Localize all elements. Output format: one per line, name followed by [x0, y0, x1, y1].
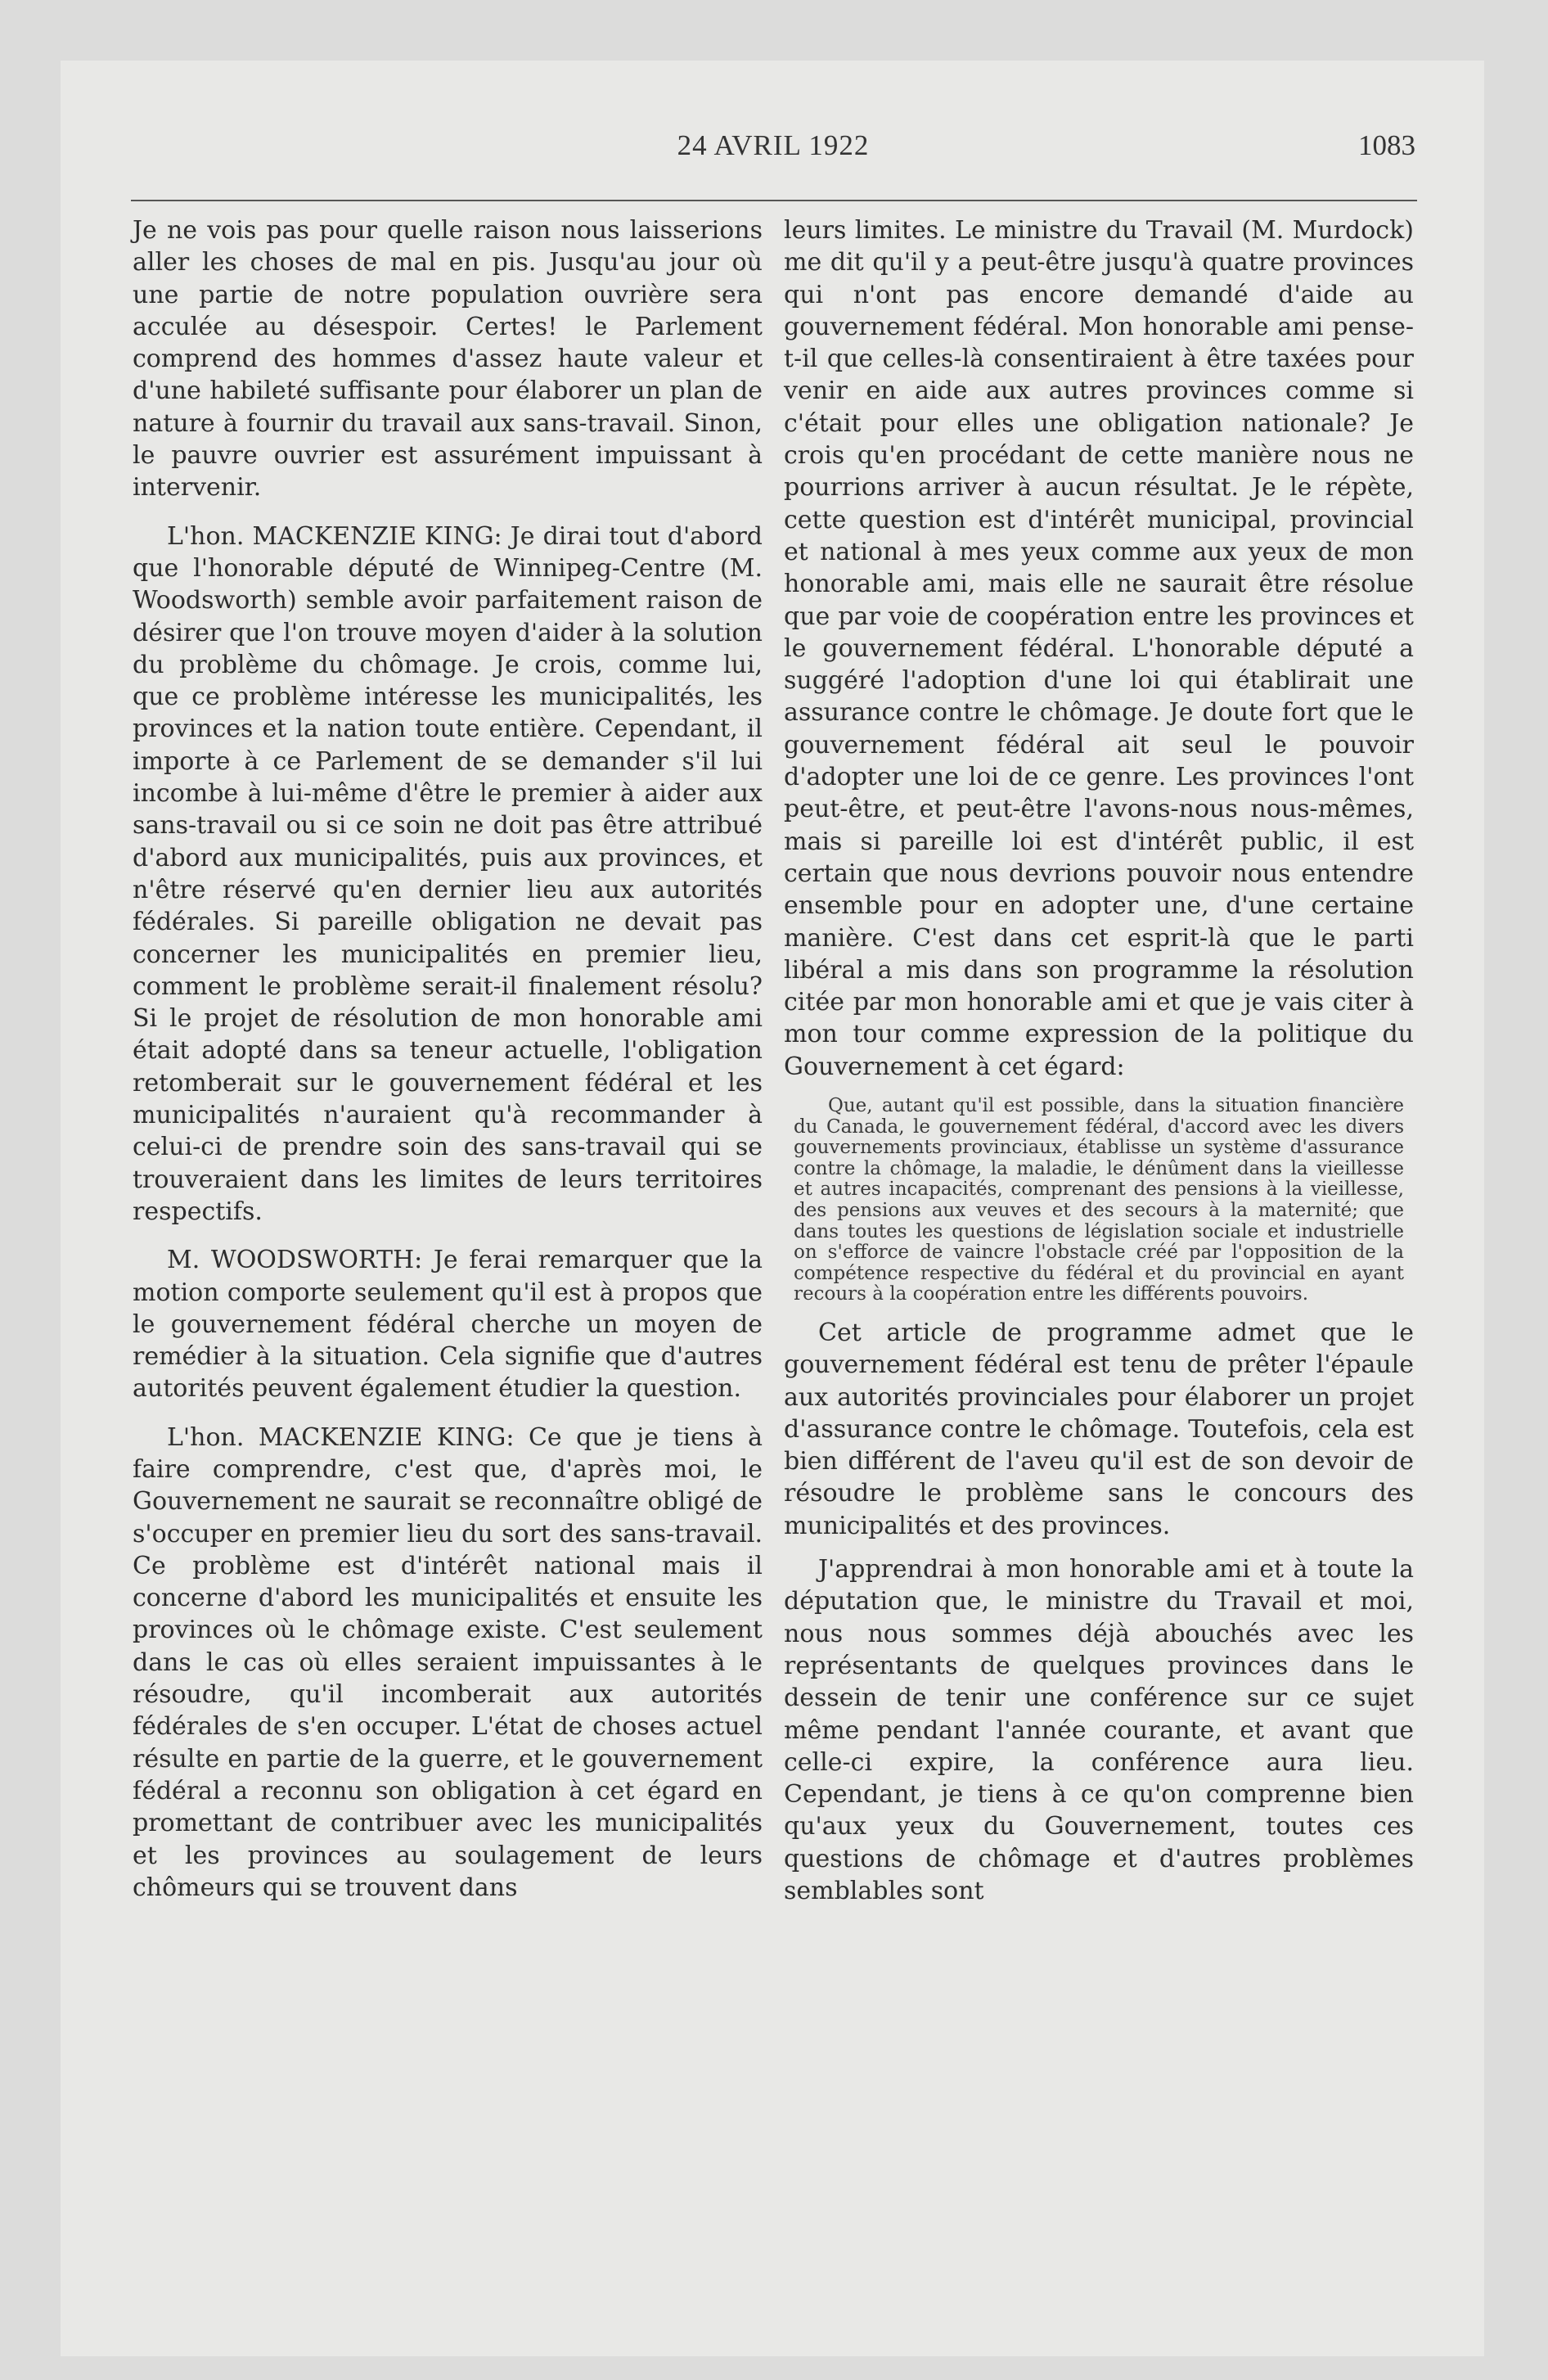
page-date: 24 AVRIL 1922	[677, 129, 870, 161]
quoted-resolution: Que, autant qu'il est possible, dans la situation financière du Canada, le gouvernement fédéral, d'accord avec les divers gouvernements provinciaux, établisse un système d'assurance contre la chômage, la maladie, le dénûment dans la vieillesse et autres incapacités, comprenant des pensions à la vieillesse, des pensions aux veuves et des secours à la maternité; que dans toutes les questions de législation sociale et industrielle on s'efforce de vaincre l'obstacle créé par l'opposition de la compétence respective du fédéral et du provincial en ayant recours à la coopération entre les différents pouvoirs.	[794, 1095, 1404, 1305]
left-column	[133, 214, 763, 1904]
paragraph: J'apprendrai à mon honorable ami et à toute la députation que, le ministre du Travail et moi, nous nous sommes déjà abouchés avec les représentants de quelques provinces dans le dessein de tenir une conférence sur ce sujet même pendant l'année courante, et avant que celle-ci expire, la conférence aura lieu. Cependant, je tiens à ce qu'on comprenne bien qu'aux yeux du Gouvernement, toutes ces questions de chômage et d'autres problèmes semblables sont	[784, 1555, 1414, 1905]
right-column	[784, 214, 1414, 1907]
page-number: 1083	[1358, 129, 1415, 161]
paragraph: L'hon. MACKENZIE KING: Je dirai tout d'abord que l'honorable député de Winnipeg-Centre (M. Woodsworth) semble avoir parfaitement raison de désirer que l'on trouve moyen d'aider à la solution du problème du chômage. Je crois, comme lui, que ce problème intéresse les municipalités, les provinces et la nation toute entière. Cependant, il importe à ce Parlement de se demander s'il lui incombe à lui-même d'être le premier à aider aux sans-travail ou si ce soin ne doit pas être attribué d'abord aux municipalités, puis aux provinces, et n'être réservé qu'en dernier lieu aux autorités fédérales. Si pareille obligation ne devait pas concerner les municipalités en premier lieu, comment le problème serait-il finalement résolu? Si le projet de résolution de mon honorable ami était adopté dans sa teneur actuelle, l'obligation retomberait sur le gouvernement fédéral et les municipalités n'auraient qu'à recommander à celui-ci de prendre soin des sans-travail qui se trouveraient dans les limites de leurs territoires respectifs.	[133, 521, 763, 1226]
paragraph: M. WOODSWORTH: Je ferai remarquer que la motion comporte seulement qu'il est à propos que le gouvernement fédéral cherche un moyen de remédier à la situation. Cela signifie que d'autres autorités peuvent également étudier la question.	[133, 1246, 763, 1404]
paragraph: Cet article de programme admet que le gouvernement fédéral est tenu de prêter l'épaule aux autorités provinciales pour élaborer un projet d'assurance contre le chômage. Toutefois, cela est bien différent de l'aveu qu'il est de son devoir de résoudre le problème sans le concours des municipalités et des provinces.	[784, 1318, 1414, 1540]
paragraph: leurs limites. Le ministre du Travail (M. Murdock) me dit qu'il y a peut-être jusqu'à quatre provinces qui n'ont pas encore demandé d'aide au gouvernement fédéral. Mon honorable ami pense-t-il que celles-là consentiraient à être taxées pour venir en aide aux autres provinces comme si c'était pour elles une obligation nationale? Je crois qu'en procédant de cette manière nous ne pourrions arriver à aucun résultat. Je le répète, cette question est d'intérêt municipal, provincial et national à mes yeux comme aux yeux de mon honorable ami, mais elle ne saurait être résolue que par voie de coopération entre les provinces et le gouvernement fédéral. L'honorable député a suggéré l'adoption d'une loi qui établirait une assurance contre le chômage. Je doute fort que le gouvernement fédéral ait seul le pouvoir d'adopter une loi de ce genre. Les provinces l'ont peut-être, et peut-être l'avons-nous nous-mêmes, mais si pareille loi est d'intérêt public, il est certain que nous devrions pouvoir nous entendre ensemble pour en adopter une, d'une certaine manière. C'est dans cet esprit-là que le parti libéral a mis dans son programme la résolution citée par mon honorable ami et que je vais citer à mon tour comme expression de la politique du Gouvernement à cet égard:	[784, 216, 1414, 1081]
paragraph: L'hon. MACKENZIE KING: Ce que je tiens à faire comprendre, c'est que, d'après moi, le Gouvernement ne saurait se reconnaître obligé de s'occuper en premier lieu du sort des sans-travail. Ce problème est d'intérêt national mais il concerne d'abord les municipalités et ensuite les provinces où le chômage existe. C'est seulement dans le cas où elles seraient impuissantes à le résoudre, qu'il incomberait aux autorités fédérales de s'en occuper. L'état de choses actuel résulte en partie de la guerre, et le gouvernement fédéral a reconnu son obligation à cet égard en promettant de contribuer avec les municipalités et les provinces au soulagement de leurs chômeurs qui se trouvent dans	[133, 1422, 763, 1902]
header-rule	[131, 200, 1417, 201]
paragraph: Je ne vois pas pour quelle raison nous laisserions aller les choses de mal en pis. Jusqu'au jour où une partie de notre population ouvrière sera acculée au désespoir. Certes! le Parlement comprend des hommes d'assez haute valeur et d'une habileté suffisante pour élaborer un plan de nature à fournir du travail aux sans-travail. Sinon, le pauvre ouvrier est assurément impuissant à intervenir.	[133, 216, 763, 503]
page-header	[131, 129, 1415, 170]
